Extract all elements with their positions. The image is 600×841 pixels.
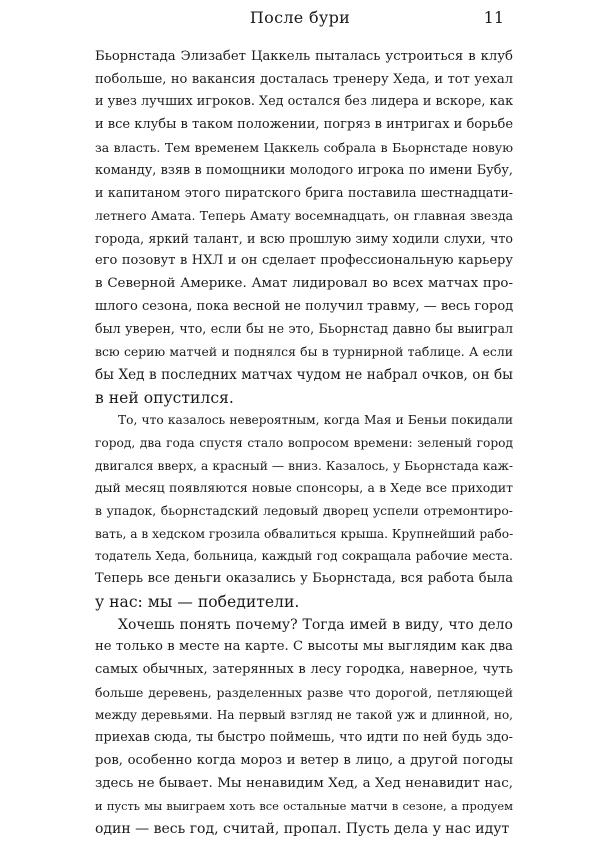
text-line: за власть. Тем временем Цаккель собрала в Бьорнстаде новую	[95, 139, 513, 155]
text-line: в упадок, бьорнстадский ледовый дворец успели отремонтиро-	[95, 503, 513, 519]
text-line: здесь не бывает. Мы ненавидим Хед, а Хед ненавидит нас,	[95, 775, 513, 791]
text-line: бы Хед в последних матчах чудом не набрал очков, он бы	[95, 366, 513, 383]
text-line: ров, особенно когда мороз и ветер в лицо, а другой погоды	[95, 752, 513, 768]
text-line: не только в месте на карте. С высоты мы выглядим как два	[95, 639, 513, 655]
text-line: дый месяц появляются новые спонсоры, а в Хеде все приходит	[95, 480, 513, 496]
text-line: команду, взяв в помощники молодого игрока по имени Бубу,	[95, 162, 513, 178]
text-line: тодатель Хеда, больница, каждый год сокращала рабочие места.	[95, 549, 513, 564]
text-line: Хочешь понять почему? Тогда имей в виду, что дело	[118, 616, 513, 633]
text-line: между деревьями. На первый взгляд не такой уж и длинной, но,	[95, 708, 513, 723]
chapter-title: После бури	[249, 8, 351, 27]
text-line: города, яркий талант, и всю прошлую зиму ходили слухи, что	[95, 230, 513, 246]
text-line: был уверен, что, если бы не это, Бьорнстад давно бы выиграл	[95, 321, 513, 337]
text-line: То, что казалось невероятным, когда Мая и Беньи покидали	[118, 413, 513, 428]
text-line: его позовут в НХЛ и он сделает профессиональную карьеру	[95, 253, 513, 269]
text-line: и увез лучших игроков. Хед остался без лидера и вскоре, как	[95, 94, 514, 110]
text-line: приехав сюда, ты быстро поймешь, что идти по ней будь здо-	[95, 730, 513, 746]
page-number: 11	[483, 8, 504, 27]
text-line: больше деревень, разделенных разве что дорогой, петляющей	[95, 684, 513, 700]
text-line: шлого сезона, пока весной не получил травму, — весь город	[95, 298, 514, 314]
paragraph	[95, 409, 513, 613]
text-line: один — весь год, считай, пропал. Пусть дела у нас идут	[95, 820, 510, 837]
text-line: и капитаном этого пиратского брига поставила шестнадцати-	[95, 185, 513, 201]
running-header	[0, 8, 600, 38]
text-line: всю серию матчей и поднялся бы в турнирной таблице. А если	[95, 344, 513, 360]
text-line: в Северной Америке. Амат лидировал во всех матчах про-	[95, 276, 513, 292]
text-line: и все клубы в таком положении, погряз в интригах и борьбе	[95, 117, 514, 133]
body-text	[95, 46, 513, 841]
paragraph	[95, 614, 513, 841]
text-line: и пусть мы выиграем хоть все остальные матчи в сезоне, а продуем	[95, 799, 513, 814]
text-line: Бьорнстада Элизабет Цаккель пыталась устроиться в клуб	[95, 49, 513, 64]
text-line: в ней опустился.	[95, 388, 234, 407]
paragraph	[95, 46, 513, 409]
text-line: у нас: мы — победители.	[95, 592, 300, 611]
text-line: Теперь все деньги оказались у Бьорнстада, вся работа была	[95, 571, 513, 587]
text-line: вать, а в хедском грозила обвалиться крыша. Крупнейший рабо-	[95, 526, 514, 541]
text-line: самых обычных, затерянных в лесу городка, наверное, чуть	[95, 661, 513, 677]
text-line: двигался вверх, а красный — вниз. Казалось, у Бьорнстада каж-	[95, 458, 513, 473]
text-line: побольше, но вакансия досталась тренеру Хеда, и тот уехал	[95, 71, 513, 87]
text-line: летнего Амата. Теперь Амату восемнадцать, он главная звезда	[95, 207, 513, 223]
text-line: город, два года спустя стало вопросом времени: зеленый город	[95, 435, 513, 450]
